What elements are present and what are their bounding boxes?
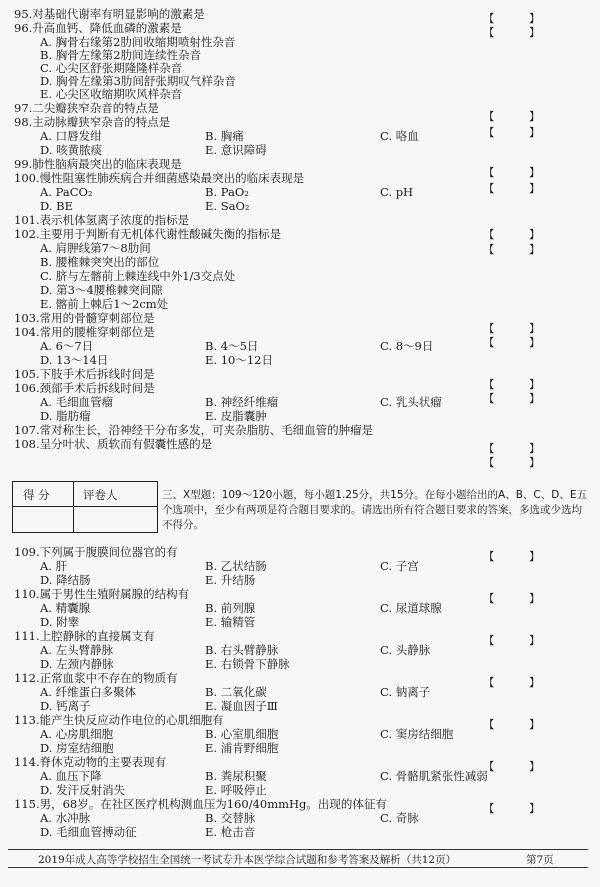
answer-bracket: 【 】 — [483, 634, 554, 647]
section-3-instructions: 三、X型题：109～120小题，每小题1.25分，共15分。在每小题给出的A、B、C、D、E五个选项中，至少有两项是符合题目要求的。请选出所有符合题目要求的答案，多选或少选均不得分。 — [162, 489, 587, 531]
answer-bracket: 【 】 — [483, 802, 554, 815]
answer-bracket: 【 】 — [483, 243, 554, 256]
score-box — [12, 481, 158, 533]
answer-bracket: 【 】 — [483, 110, 554, 123]
score-box-divider — [73, 482, 74, 532]
question-112: 112.正常血浆中不存在的物质有 — [14, 671, 178, 685]
question-101: 101.表示机体氢离子浓度的指标是 — [14, 213, 190, 227]
page-number: 第7页 — [526, 854, 554, 866]
question-111: 111.上腔静脉的直接属支有 — [14, 629, 155, 643]
answer-bracket: 【 】 — [483, 592, 554, 605]
answer-bracket: 【 】 — [483, 126, 554, 139]
question-98: 98.主动脉瓣狭窄杂音的特点是 — [14, 115, 171, 129]
answer-bracket: 【 】 — [483, 12, 554, 25]
question-103: 103.常用的骨髓穿刺部位是 — [14, 311, 155, 325]
answer-bracket: 【 】 — [483, 228, 554, 241]
answer-bracket: 【 】 — [483, 378, 554, 391]
answer-bracket: 【 】 — [483, 718, 554, 731]
question-104: 104.常用的腰椎穿刺部位是 — [14, 325, 155, 339]
answer-bracket: 【 】 — [483, 456, 554, 469]
answer-bracket: 【 】 — [483, 336, 554, 349]
question-115: 115.男，68岁。在社区医疗机构测血压为160/40mmHg。出现的体征有 — [14, 797, 387, 811]
question-105: 105.下肢手术后拆线时间是 — [14, 367, 155, 381]
exam-page: 95.对基础代谢率有明显影响的激素是 【 】 96.升高血钙、降低血磷的激素是 【 】 A. 胸骨右缘第2肋间收缩期喷射性杂音 B. 胸骨左缘第2肋间连续性杂音 C. 心尖区舒张期隆隆样杂音 D. 胸骨左缘第3肋间舒张期叹气样杂音 E. 心尖区收缩期吹风样杂音 97.二尖瓣狭窄杂音的特点是 【 】 98.主动脉瓣狭窄杂音的特点是 【 】 A. 口唇发绀 B. 胸痛 C. 咯血 D. 咳黄脓痰 E. 意识障碍 99.肺性脑病最突出的临床表现是 【 】 100.慢性阻塞性肺疾病合并细菌感染最突出的临床表现是 【 】 A. PaCO₂ B. PaO₂ C. pH D. BE E. SaO₂ 101.表示机体氢离子浓度的指标是 【 】 102.主要用于判断有无机体代谢性酸碱失衡的指标是 【 】 A. 肩胛线第7～8肋间 B. 腰椎棘突突出的部位 C. 脐与左髂前上棘连线中外1/3交点处 D. 第3～4腰椎棘突间隙 E. 髂前上棘后1～2cm处 103.常用的骨髓穿刺部位是 【 】 104.常用的腰椎穿刺部位是 【 】 A. 6～7日 B. 4～5日 C. 8～9日 D. 13～14日 E. 10～12日 105.下肢手术后拆线时间是 【 】 106.颈部手术后拆线时间是 【 】 A. 毛细血管瘤 B. 神经纤维瘤 C. 乳头状瘤 D. 脂肪瘤 E. 皮脂囊肿 107.常对称生长，沿神经干分布多发，可夹杂脂肪、毛细血管的肿瘤是 【 】 108.呈分叶状、质软而有假囊性感的是 【 】 得 分 评卷人 三、X型题：109～120小题，每小题1.25分，共15分。在每小题给出的A、B、C、D、E五个选项中，至少有两项是符合题目要求的。请选出所有符合题目要求的答案，多选或少选均不得分。 109.下列属于腹膜间位器官的有 【 】 A. 肝 B. 乙状结肠 C. 子宫 D. 降结肠 E. 升结肠 110.属于男性生殖附属腺的结构有 【 】 A. 精囊腺 B. 前列腺 C. 尿道球腺 D. 附睾 E. 输精管 111.上腔静脉的直接属支有 【 】 A. 左头臂静脉 B. 右头臂静脉 C. 头静脉 D. 左颈内静脉 E. 右锁骨下静脉 112.正常血浆中不存在的物质有 【 】 A. 纤维蛋白多聚体 B. 二氧化碳 C. 钠离子 D. 钙离子 E. 凝血因子Ⅲ 113.能产生快反应动作电位的心肌细胞有 【 】 A. 心房肌细胞 B. 心室肌细胞 C. 窦房结细胞 D. 房室结细胞 E. 浦肯野细胞 114.脊休克动物的主要表现有 【 】 A. 血压下降 B. 粪尿积聚 C. 骨骼肌紧张性减弱 D. 发汗反射消失 E. 呼吸停止 115.男，68岁。在社区医疗机构测血压为160/40mmHg。出现的体征有 【 】 A. 水冲脉 B. 交替脉 C. 奇脉 D. 毛细血管搏动征 E. 枪击音 2019年成人高等学校招生全国统一考试专升本医学综合试题和参考答案及解析（共12页） 第7页 — [0, 0, 600, 887]
question-113: 113.能产生快反应动作电位的心肌细胞有 — [14, 713, 224, 727]
question-110: 110.属于男性生殖附属腺的结构有 — [14, 587, 190, 601]
question-109: 109.下列属于腹膜间位器官的有 — [14, 545, 178, 559]
question-102: 102.主要用于判断有无机体代谢性酸碱失衡的指标是 — [14, 227, 282, 241]
answer-bracket: 【 】 — [483, 182, 554, 195]
answer-bracket: 【 】 — [483, 676, 554, 689]
question-95: 95.对基础代谢率有明显影响的激素是 — [14, 7, 205, 21]
question-114: 114.脊休克动物的主要表现有 — [14, 755, 167, 769]
question-100: 100.慢性阻塞性肺疾病合并细菌感染最突出的临床表现是 — [14, 171, 305, 185]
question-99: 99.肺性脑病最突出的临床表现是 — [14, 157, 182, 171]
question-107: 107.常对称生长，沿神经干分布多发，可夹杂脂肪、毛细血管的肿瘤是 — [14, 423, 374, 437]
answer-bracket: 【 】 — [483, 322, 554, 335]
answer-bracket: 【 】 — [483, 442, 554, 455]
score-label: 得 分 — [23, 488, 50, 502]
question-97: 97.二尖瓣狭窄杂音的特点是 — [14, 101, 159, 115]
answer-bracket: 【 】 — [483, 26, 554, 39]
answer-bracket: 【 】 — [483, 392, 554, 405]
reviewer-label: 评卷人 — [83, 488, 118, 502]
answer-bracket: 【 】 — [483, 550, 554, 563]
page-footer — [8, 849, 588, 868]
footer-title: 2019年成人高等学校招生全国统一考试专升本医学综合试题和参考答案及解析（共12页） — [38, 854, 457, 866]
question-106: 106.颈部手术后拆线时间是 — [14, 381, 155, 395]
question-108: 108.呈分叶状、质软而有假囊性感的是 — [14, 437, 213, 451]
answer-bracket: 【 】 — [483, 760, 554, 773]
answer-bracket: 【 】 — [483, 166, 554, 179]
question-96: 96.升高血钙、降低血磷的激素是 — [14, 21, 182, 35]
score-box-header — [13, 482, 157, 507]
